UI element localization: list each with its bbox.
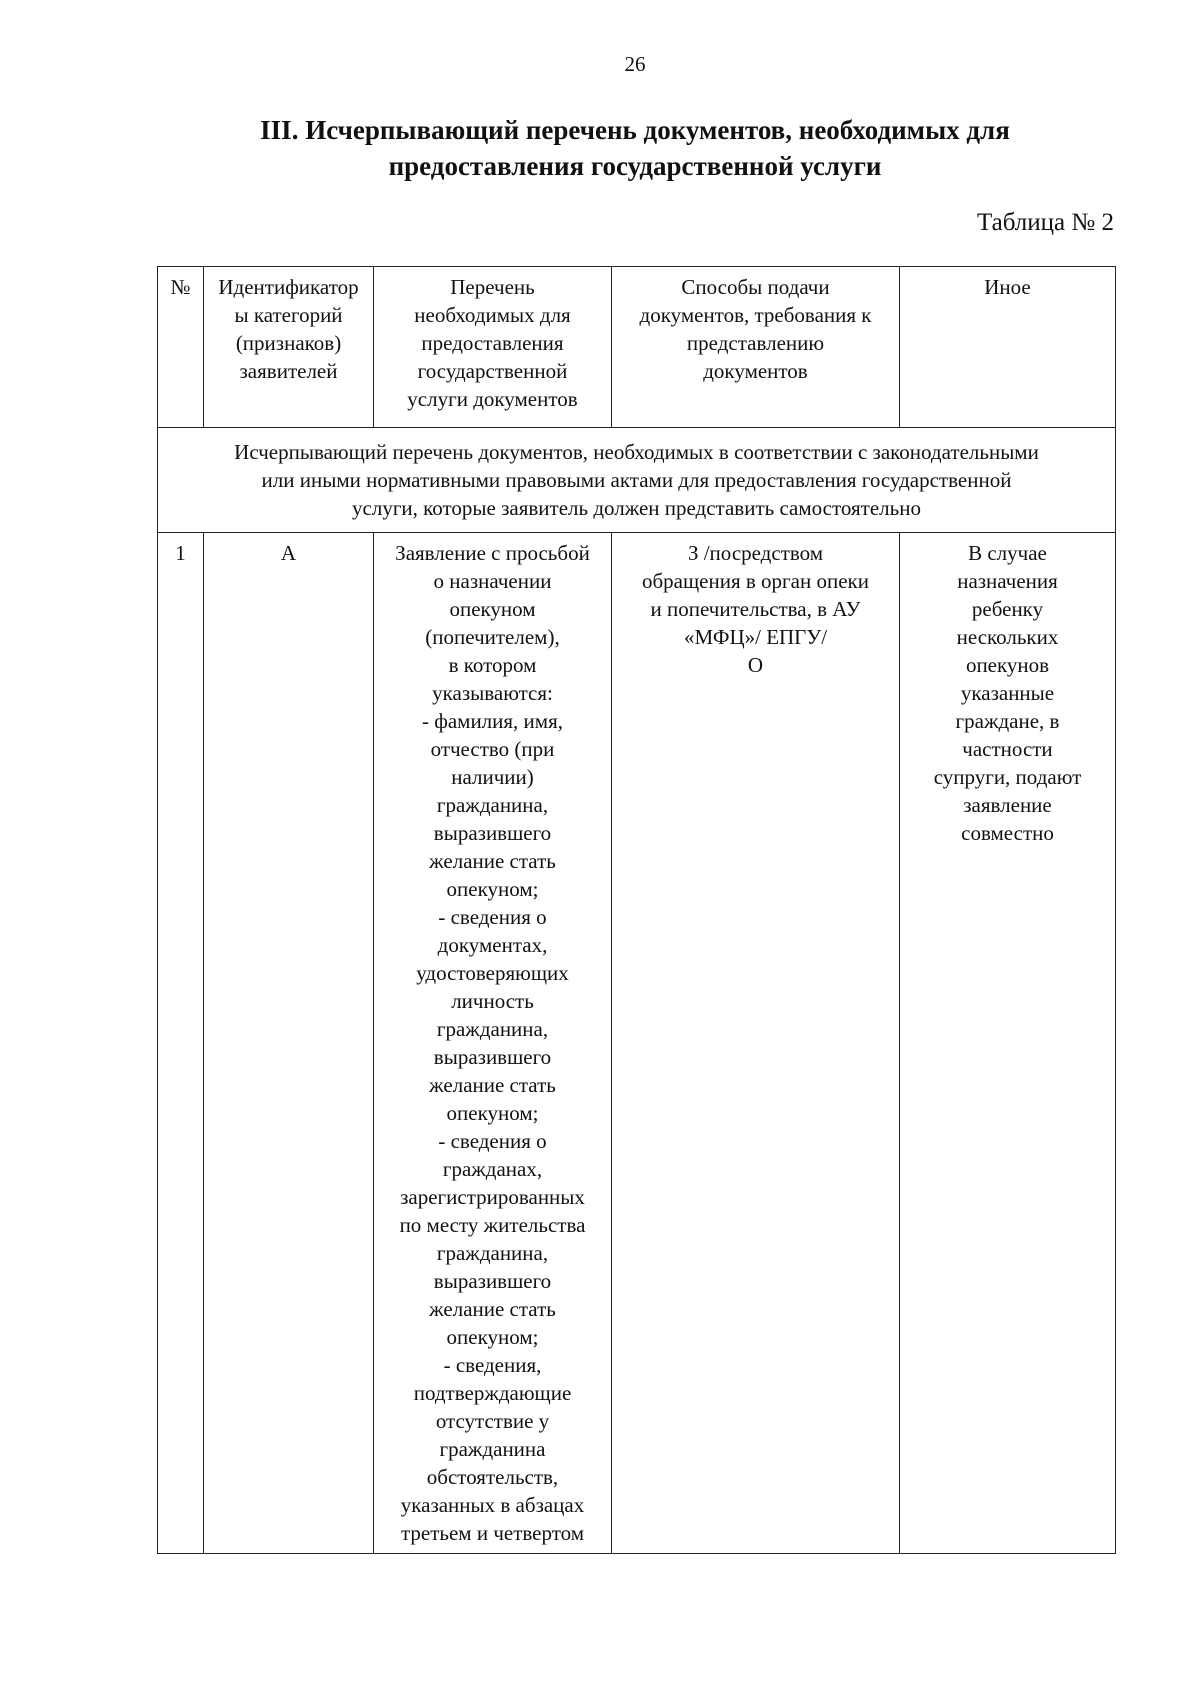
section-heading xyxy=(150,112,1120,184)
header-category-ids: Идентификатор ы категорий (признаков) заявителей xyxy=(204,267,374,428)
table-label: Таблица № 2 xyxy=(976,209,1114,236)
header-number: № xyxy=(158,267,204,428)
section-title-cell: Исчерпывающий перечень документов, необходимых в соответствии с законодательными или иными нормативными правовыми актами для предоставления государственной услуги, которые заявитель должен представить самостоятельно xyxy=(158,428,1116,533)
documents-table xyxy=(157,266,1116,1554)
table-row xyxy=(158,533,1116,1554)
row-methods-cell: З /посредством обращения в орган опеки и попечительства, в АУ «МФЦ»/ ЕПГУ/ О xyxy=(612,533,900,1554)
header-other: Иное xyxy=(900,267,1116,428)
table-header-row xyxy=(158,267,1116,428)
table-section-row xyxy=(158,428,1116,533)
row-other-cell: В случае назначения ребенку нескольких опекунов указанные граждане, в частности супруги, подают заявление совместно xyxy=(900,533,1116,1554)
row-documents-cell: Заявление с просьбой о назначении опекуном (попечителем), в котором указываются: - фамилия, имя, отчество (при наличии) гражданина, выразившего желание стать опекуном; - сведения о документах, удостоверяющих личность гражданина, выразившего желание стать опекуном; - сведения о гражданах, зарегистрированных по месту жительства гражданина, выразившего желание стать опекуном; - сведения, подтверждающие отсутствие у гражданина обстоятельств, указанных в абзацах третьем и четвертом xyxy=(374,533,612,1554)
row-category-cell: А xyxy=(204,533,374,1554)
header-documents-list: Перечень необходимых для предоставления государственной услуги документов xyxy=(374,267,612,428)
row-number-cell: 1 xyxy=(158,533,204,1554)
page-number: 26 xyxy=(624,52,646,76)
heading-line-1: III. Исчерпывающий перечень документов, необходимых для xyxy=(260,115,1010,145)
heading-line-2: предоставления государственной услуги xyxy=(388,151,882,181)
header-submission-methods: Способы подачи документов, требования к представлению документов xyxy=(612,267,900,428)
